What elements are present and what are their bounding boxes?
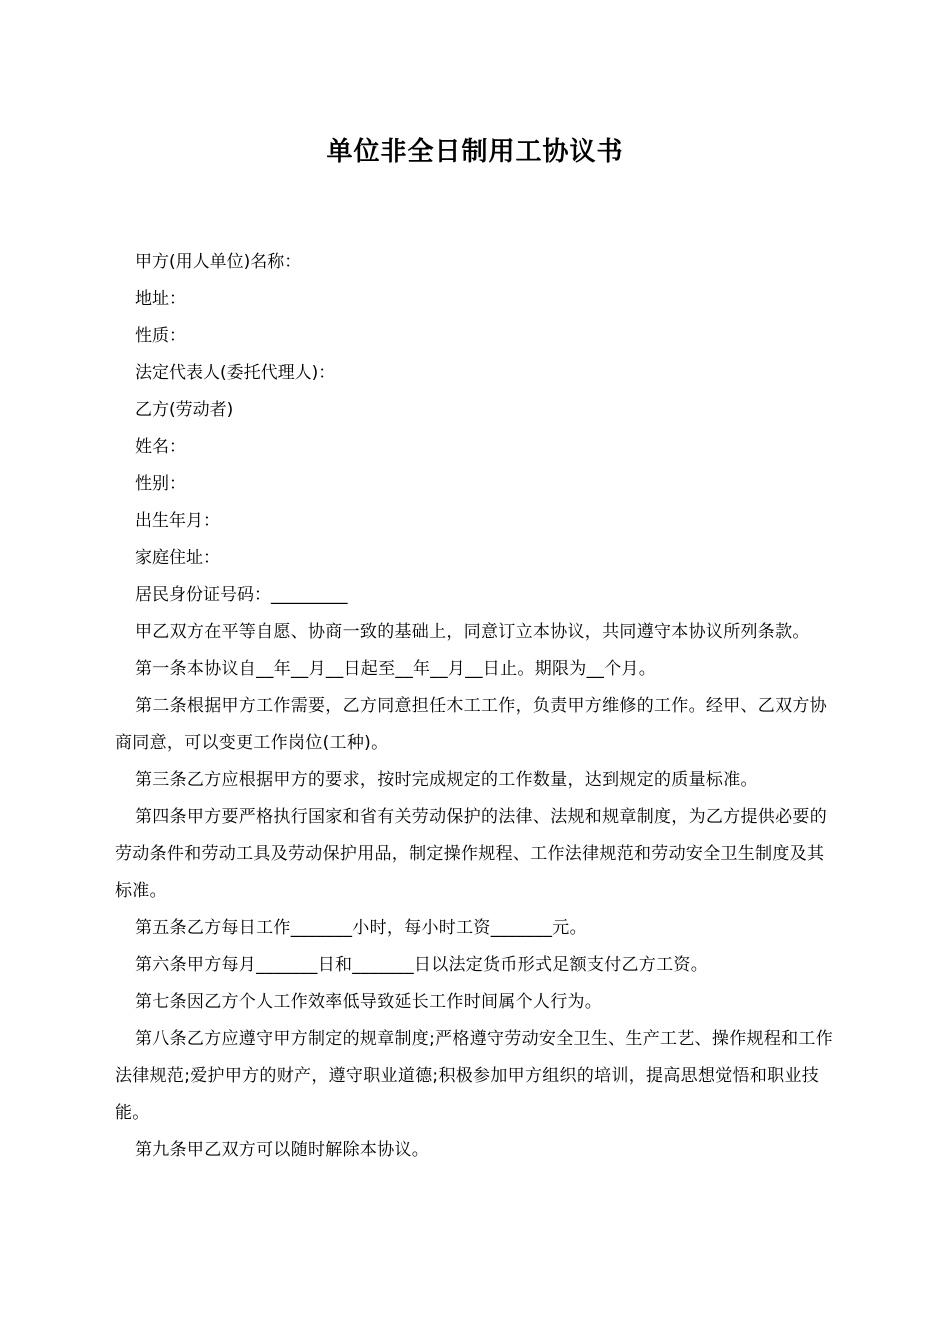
article-5: 第五条乙方每日工作_______小时，每小时工资_______元。	[135, 918, 587, 938]
article-3: 第三条乙方应根据甲方的要求，按时完成规定的工作数量，达到规定的质量标准。	[135, 770, 758, 790]
field-gender: 性别：	[135, 474, 186, 494]
field-party-b: 乙方(劳动者)	[135, 400, 234, 420]
article-1: 第一条本协议自__年__月__日起至__年__月__日止。期限为__个月。	[135, 659, 657, 679]
article-6: 第六条甲方每月_______日和_______日以法定货币形式足额支付乙方工资。	[135, 955, 708, 975]
document-title: 单位非全日制用工协议书	[326, 137, 624, 167]
field-nature: 性质：	[135, 326, 186, 346]
field-name: 姓名：	[135, 437, 186, 457]
article-2: 第二条根据甲方工作需要，乙方同意担任木工工作，负责甲方维修的工作。经甲、乙双方协商同意，可以变更工作岗位(工种)。	[115, 696, 827, 753]
field-address: 地址：	[135, 289, 186, 309]
field-home-address: 家庭住址：	[135, 548, 220, 568]
article-7: 第七条因乙方个人工作效率低导致延长工作时间属个人行为。	[135, 992, 603, 1012]
article-4: 第四条甲方要严格执行国家和省有关劳动保护的法律、法规和规章制度，为乙方提供必要的劳动条件和劳动工具及劳动保护用品，制定操作规程、工作法律规范和劳动安全卫生制度及其标准。	[115, 807, 827, 901]
field-birth-date: 出生年月：	[135, 511, 220, 531]
field-id-number: 居民身份证号码：_________	[135, 585, 348, 605]
article-9: 第九条甲乙双方可以随时解除本协议。	[135, 1140, 430, 1160]
preamble-paragraph: 甲乙双方在平等自愿、协商一致的基础上，同意订立本协议，共同遵守本协议所列条款。	[135, 622, 810, 642]
field-party-a-name: 甲方(用人单位)名称：	[135, 252, 302, 272]
field-legal-representative: 法定代表人(委托代理人)：	[135, 363, 336, 383]
document-body	[115, 244, 837, 1169]
article-8: 第八条乙方应遵守甲方制定的规章制度;严格遵守劳动安全卫生、生产工艺、操作规程和工作法律规范;爱护甲方的财产，遵守职业道德;积极参加甲方组织的培训，提高思想觉悟和职业技能。	[115, 1029, 834, 1123]
